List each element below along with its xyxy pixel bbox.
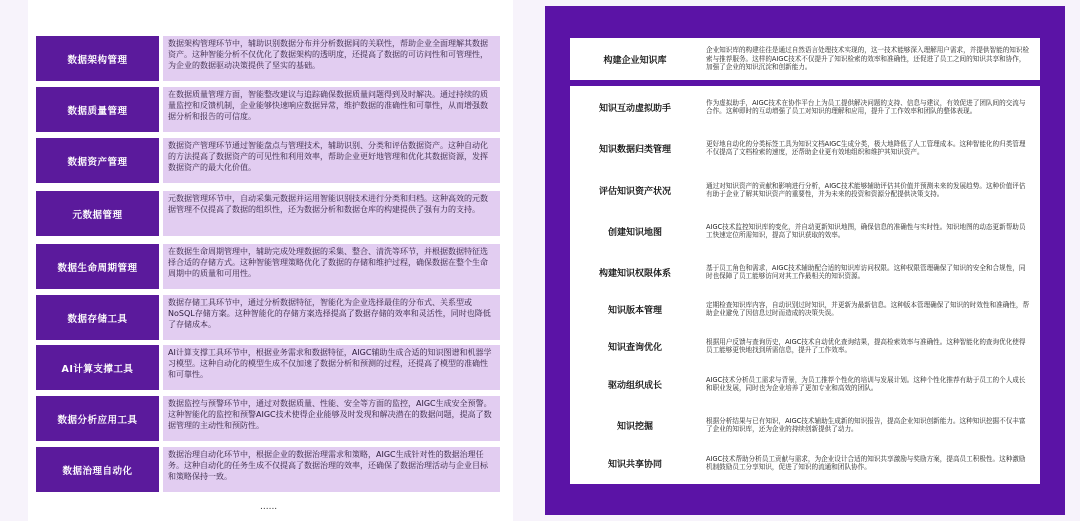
right-row-label: 构建知识权限体系 bbox=[598, 268, 671, 279]
right-row-desc: AIGC技术监控知识库的变化，并自动更新知识地图，确保信息的准确性与实时性。知识地图的动态更新帮助员工快速定位所需知识，提高了知识获取的效率。 bbox=[706, 222, 1026, 239]
right-row-desc: 根据用户反馈与查询历史，AIGC技术自动优化查询结果，提高检索效率与准确性。这种智能化的查询优化使得员工能够更快地找到所需信息，提升了工作效率。 bbox=[706, 337, 1026, 354]
right-row-knowledge-map bbox=[570, 210, 1040, 252]
left-row-desc: 数据资产管理环节通过智能盘点与管理技术，辅助识别、分类和评估数据资产。这种自动化的方法提高了数据资产的可见性和利用效率，帮助企业更好地管理和优化其数据资源，发挥数据资产的最大化价值。 bbox=[163, 138, 500, 183]
left-row-analytics-tools bbox=[36, 396, 500, 441]
right-row-label: 驱动组织成长 bbox=[607, 380, 662, 391]
right-row-desc: 定期检查知识库内容，自动识别过时知识，并更新为最新信息。这种版本管理确保了知识的时效性和准确性，帮助企业避免了因信息过时而造成的决策失误。 bbox=[706, 300, 1030, 317]
right-row-knowledge-sharing bbox=[570, 442, 1040, 484]
right-row-desc: 更好地自动化的分类标签工具为知识文档AIGC生成分类，极大地降低了人工管理成本。这种智能化的归类管理不仅提高了文档检索的速度，还帮助企业更有效地组织和维护其知识资产。 bbox=[706, 139, 1026, 156]
right-row-label: 构建企业知识库 bbox=[603, 55, 667, 66]
right-row-query-optimization bbox=[570, 325, 1040, 367]
right-row-desc: 基于员工角色和需求，AIGC技术辅助配合适的知识库访问权限。这种权限管理确保了知识的安全和合规性，同时也保障了员工能够访问对其工作最相关的知识资源。 bbox=[706, 263, 1026, 280]
left-row-desc: 在数据质量管理方面，智能整改建议与追踪确保数据质量问题得到及时解决。通过持续的质量监控和反馈机制，企业能够快速响应数据异常，维护数据的准确性和可靠性，从而增强数据分析和报告的可信度。 bbox=[163, 87, 500, 132]
right-row-desc: AIGC技术帮助分析员工贡献与需求，为企业设计合适的知识共享激励与奖励方案，提高员工积极性。这种激励机制鼓励员工分享知识，促进了知识的流通和团队协作。 bbox=[706, 454, 1026, 471]
left-row-data-architecture bbox=[36, 36, 500, 81]
left-row-label: AI计算支撑工具 bbox=[36, 345, 159, 390]
left-row-metadata bbox=[36, 191, 500, 236]
right-row-classification bbox=[570, 127, 1040, 169]
right-row-desc: 作为虚拟助手，AIGC技术在协作平台上为员工提供解决问题的支持、信息与建议，有效促进了团队间的交流与合作。这种即时的互动增强了员工对知识的理解和应用，提升了工作效率和团队的整体表现。 bbox=[706, 98, 1026, 115]
right-row-asset-evaluation bbox=[570, 169, 1040, 211]
left-row-lifecycle bbox=[36, 244, 500, 289]
right-row-label: 创建知识地图 bbox=[607, 227, 662, 238]
left-row-label: 元数据管理 bbox=[36, 191, 159, 236]
right-row-desc: AIGC技术分析员工需求与背景，为员工推荐个性化的培训与发展计划。这种个性化推荐有助于员工的个人成长和职业发展，同时也为企业培养了更加专业和高效的团队。 bbox=[706, 375, 1026, 392]
left-row-desc: AI计算支撑工具环节中，根据业务需求和数据特征，AIGC辅助生成合适的知识图谱和机器学习模型。这种自动化的模型生成不仅加速了数据分析和预测的过程，还提高了模型的准确性和可靠性。 bbox=[163, 345, 500, 390]
right-row-knowledge-mining bbox=[570, 404, 1040, 446]
left-row-desc: 数据存储工具环节中，通过分析数据特征，智能化为企业选择最佳的分布式、关系型或NoSQL存储方案。这种智能化的存储方案选择提高了数据存储的效率和灵活性，同时也降低了存储成本。 bbox=[163, 295, 500, 340]
right-row-label: 知识挖掘 bbox=[616, 421, 653, 432]
left-row-governance-automation bbox=[36, 447, 500, 492]
left-row-label: 数据架构管理 bbox=[36, 36, 159, 81]
left-row-ai-compute bbox=[36, 345, 500, 390]
left-row-label: 数据生命周期管理 bbox=[36, 244, 159, 289]
continuation-ellipsis: ...... bbox=[260, 502, 278, 512]
left-row-label: 数据分析应用工具 bbox=[36, 396, 159, 441]
left-row-label: 数据存储工具 bbox=[36, 295, 159, 340]
left-row-desc: 元数据管理环节中，自动采集元数据并运用智能识别技术进行分类和归档。这种高效的元数据管理不仅提高了数据的组织性，还为数据分析和数据仓库的构建提供了强有力的支持。 bbox=[163, 191, 500, 236]
right-row-label: 知识共享协同 bbox=[607, 459, 662, 470]
right-row-versioning bbox=[570, 288, 1040, 330]
right-row-label: 知识查询优化 bbox=[607, 342, 662, 353]
left-row-desc: 数据治理自动化环节中，根据企业的数据治理需求和策略，AIGC生成针对性的数据治理任务。这种自动化的任务生成不仅提高了数据治理的效率，还确保了数据治理活动与企业目标和策略保持一致。 bbox=[163, 447, 500, 492]
right-row-label: 知识数据归类管理 bbox=[598, 144, 671, 155]
left-row-label: 数据资产管理 bbox=[36, 138, 159, 183]
right-row-desc: 企业知识库的构建往往是通过自然语言处理技术实现的，这一技术能够深入理解用户需求，并提供智能的知识检索与推荐服务。这样的AIGC技术不仅提升了知识检索的效率和准确性，还促进了员工之间的知识共享和协作，加强了企业的知识沉淀和创新能力。 bbox=[706, 46, 1030, 72]
left-row-desc: 数据架构管理环节中，辅助识别数据分布并分析数据间的关联性，帮助企业全面理解其数据资产。这种智能分析不仅优化了数据架构的透明度，还提高了数据的可访问性和可管理性，为企业的数据驱动决策提供了坚实的基础。 bbox=[163, 36, 500, 81]
right-row-permissions bbox=[570, 251, 1040, 293]
right-row-desc: 根据分析结果与已有知识，AIGC技术辅助生成新的知识报告，提高企业知识创新能力。这种知识挖掘不仅丰富了企业的知识库，还为企业的持续创新提供了动力。 bbox=[706, 416, 1026, 433]
left-row-desc: 在数据生命周期管理中，辅助完成处理数据的采集、整合、清洗等环节，并根据数据特征选择合适的存储方式。这种智能管理策略优化了数据的存储和维护过程，确保数据在整个生命周期中的质量和可用性。 bbox=[163, 244, 500, 289]
right-panel bbox=[545, 6, 1065, 515]
right-row-org-growth bbox=[570, 363, 1040, 405]
right-row-knowledge-base bbox=[570, 38, 1040, 80]
left-panel bbox=[28, 0, 513, 521]
left-row-data-quality bbox=[36, 87, 500, 132]
right-row-virtual-assistant bbox=[570, 86, 1040, 128]
right-row-label: 知识互动虚拟助手 bbox=[598, 103, 671, 114]
right-row-desc: 通过对知识资产的贡献和影响进行分析，AIGC技术能够辅助评估其价值并预测未来的发展趋势。这种价值评估有助于企业了解其知识资产的重要性，并为未来的投资和资源分配提供决策支持。 bbox=[706, 181, 1026, 198]
left-row-storage-tools bbox=[36, 295, 500, 340]
right-row-label: 评估知识资产状况 bbox=[598, 186, 671, 197]
left-row-label: 数据质量管理 bbox=[36, 87, 159, 132]
left-row-desc: 数据监控与预警环节中，通过对数据质量、性能、安全等方面的监控，AIGC生成安全预警。这种智能化的监控和预警AIGC技术使得企业能够及时发现和解决潜在的数据问题，提高了数据管理的主动性和预防性。 bbox=[163, 396, 500, 441]
left-row-data-assets bbox=[36, 138, 500, 183]
left-row-label: 数据治理自动化 bbox=[36, 447, 159, 492]
right-row-label: 知识版本管理 bbox=[607, 305, 662, 316]
